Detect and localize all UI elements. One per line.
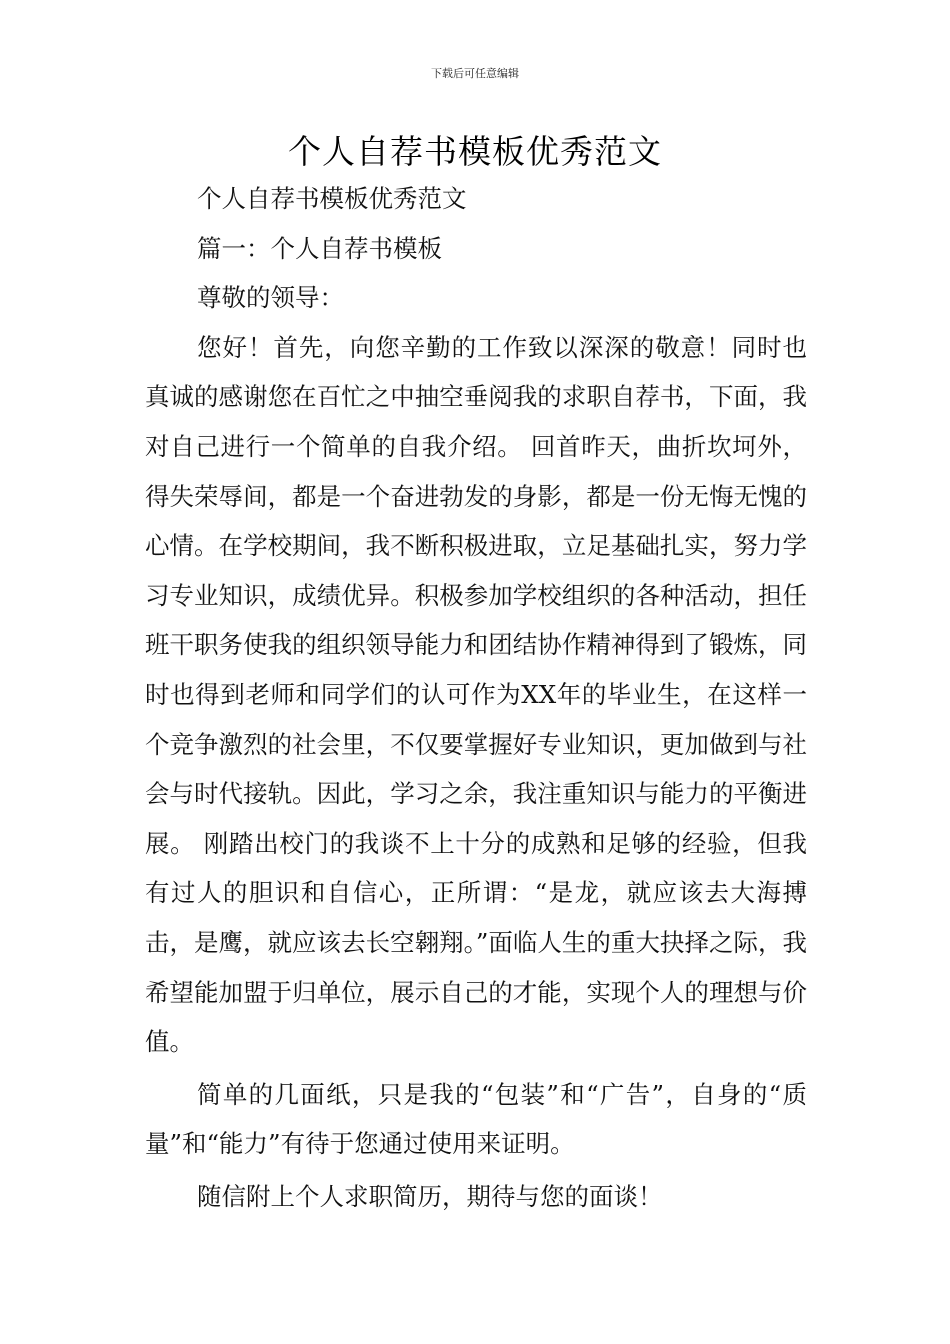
closing-paragraph: 随信附上个人求职简历，期待与您的面谈！ [197,1181,663,1211]
body-paragraph: 您好！首先，向您辛勤的工作致以深深的敬意！同时也真诚的感谢您在百忙之中抽空垂阅我的求职自荐书，下面，我对自己进行一个简单的自我介绍。 回首昨天，曲折坎坷外，得失荣辱间，都是一个奋进勃发的身影，都是一份无悔无愧的心情。在学校期间，我不断积极进取，立足基础扎实，努力学习专业知识，成绩优异。积极参加学校组织的各种活动，担任班干职务使我的组织领导能力和团结协作精神得到了锻炼，同时也得到老师和同学们的认可作为XX年的毕业生，在这样一个竞争激烈的社会里，不仅要掌握好专业知识，更加做到与社会与时代接轨。因此，学习之余，我注重知识与能力的平衡进展。 刚踏出校门的我谈不上十分的成熟和足够的经验，但我有过人的胆识和自信心，正所谓：“是龙，就应该去大海搏击，是鹰，就应该去长空翱翔。”面临人生的重大抉择之际，我希望能加盟于归单位，展示自己的才能，实现个人的理想与价值。 [145,332,807,1057]
header-note: 下载后可任意编辑 [431,67,519,80]
document-body [145,174,807,1221]
body-paragraph: 简单的几面纸，只是我的“包装”和“广告”，自身的“质量”和“能力”有待于您通过使用来证明。 [145,1079,807,1159]
salutation: 尊敬的领导： [197,283,344,313]
section-heading: 篇一：个人自荐书模板 [197,233,442,263]
document-title: 个人自荐书模板优秀范文 [288,132,662,171]
subtitle-paragraph: 个人自荐书模板优秀范文 [197,184,467,213]
